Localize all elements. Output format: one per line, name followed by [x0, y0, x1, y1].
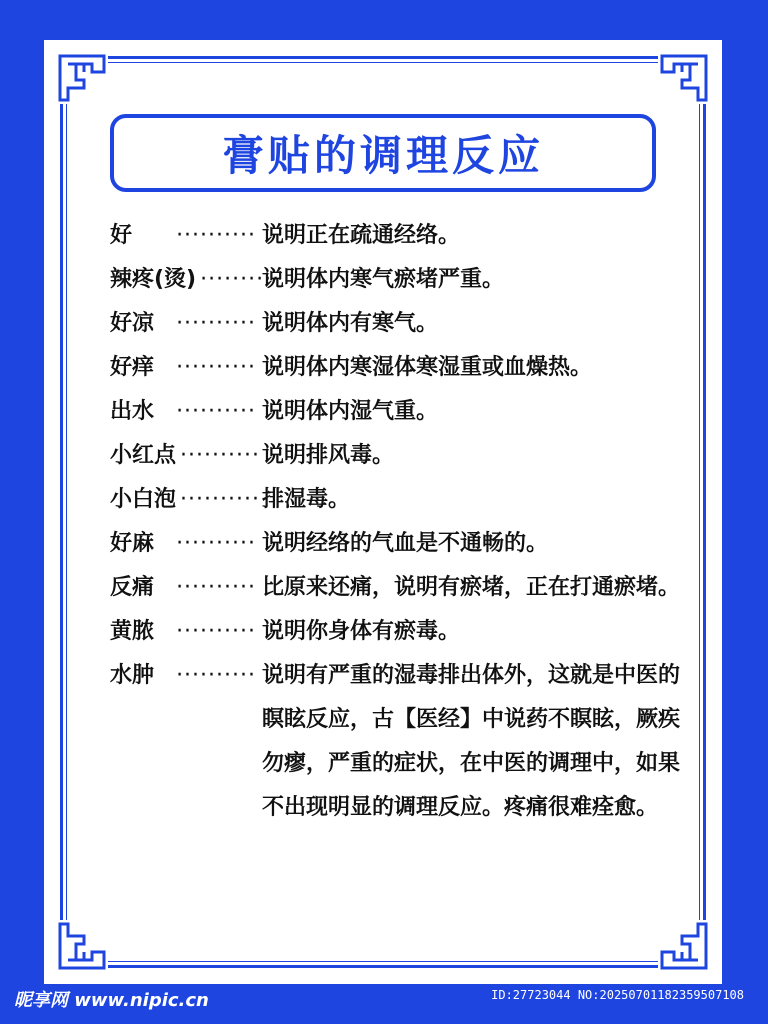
reaction-term: 小红点 — [110, 443, 177, 468]
reaction-term: 辣疼(烫) — [110, 267, 197, 292]
dot-leader: ·········· — [176, 531, 256, 556]
reaction-description: 说明体内寒气瘀堵严重。 — [262, 267, 505, 292]
reaction-description: 说明体内有寒气。 — [262, 311, 439, 336]
reaction-description: 排湿毒。 — [262, 487, 351, 512]
reaction-term-cell — [110, 654, 262, 698]
reaction-term-cell — [110, 434, 262, 478]
reaction-term: 好麻 — [110, 531, 155, 556]
reaction-description: 说明你身体有瘀毒。 — [262, 619, 461, 644]
dot-leader: ·········· — [176, 223, 256, 248]
reaction-term: 好凉 — [110, 311, 155, 336]
reaction-term: 好 — [110, 223, 133, 248]
reaction-list — [110, 214, 680, 830]
list-item — [110, 566, 680, 610]
reaction-term-cell — [110, 566, 262, 610]
reaction-description: 说明经络的气血是不通畅的。 — [262, 531, 549, 556]
reaction-description: 说明有严重的湿毒排出体外，这就是中医的瞑眩反应，古【医经】中说药不瞑眩，厥疾勿瘳，严重的症状，在中医的调理中，如果不出现明显的调理反应。疼痛很难痊愈。 — [262, 663, 681, 820]
reaction-description: 说明体内湿气重。 — [262, 399, 439, 424]
list-item — [110, 654, 680, 830]
watermark-site: 昵享网 www.nipic.cn — [14, 990, 209, 1011]
corner-ornament-top-right-icon — [658, 52, 710, 104]
page-title: 膏贴的调理反应 — [221, 131, 544, 180]
dot-leader: ·········· — [176, 663, 256, 688]
dot-leader: ·········· — [176, 619, 256, 644]
reaction-term-cell — [110, 610, 262, 654]
dot-leader: ·········· — [200, 267, 281, 292]
reaction-term: 出水 — [110, 399, 155, 424]
list-item — [110, 302, 680, 346]
title-box — [110, 114, 656, 192]
list-item — [110, 346, 680, 390]
reaction-term: 反痛 — [110, 575, 155, 600]
list-item — [110, 522, 680, 566]
reaction-term-cell — [110, 214, 262, 258]
dot-leader: ·········· — [176, 575, 256, 600]
reaction-term-cell — [110, 346, 262, 390]
dot-leader: ·········· — [180, 443, 260, 468]
corner-ornament-bottom-left-icon — [56, 920, 108, 972]
reaction-term: 好痒 — [110, 355, 155, 380]
dot-leader: ·········· — [180, 487, 260, 512]
reaction-term-cell — [110, 522, 262, 566]
reaction-term-cell — [110, 390, 262, 434]
list-item — [110, 478, 680, 522]
dot-leader: ·········· — [176, 311, 256, 336]
corner-ornament-bottom-right-icon — [658, 920, 710, 972]
reaction-term-cell — [110, 478, 262, 522]
corner-ornament-top-left-icon — [56, 52, 108, 104]
list-item — [110, 610, 680, 654]
list-item — [110, 434, 680, 478]
reaction-description: 说明体内寒湿体寒湿重或血燥热。 — [262, 355, 593, 380]
list-item — [110, 258, 680, 302]
reaction-term: 黄脓 — [110, 619, 155, 644]
dot-leader: ·········· — [176, 355, 256, 380]
reaction-term-cell — [110, 302, 262, 346]
reaction-description: 比原来还痛，说明有瘀堵，正在打通瘀堵。 — [262, 575, 681, 600]
watermark-id: ID:27723044 NO:20250701182359507108 — [491, 988, 744, 1002]
reaction-description: 说明正在疏通经络。 — [262, 223, 461, 248]
dot-leader: ·········· — [176, 399, 256, 424]
reaction-term-cell — [110, 258, 281, 302]
list-item — [110, 214, 680, 258]
reaction-term: 小白泡 — [110, 487, 177, 512]
list-item — [110, 390, 680, 434]
reaction-term: 水肿 — [110, 663, 155, 688]
reaction-description: 说明排风毒。 — [262, 443, 395, 468]
